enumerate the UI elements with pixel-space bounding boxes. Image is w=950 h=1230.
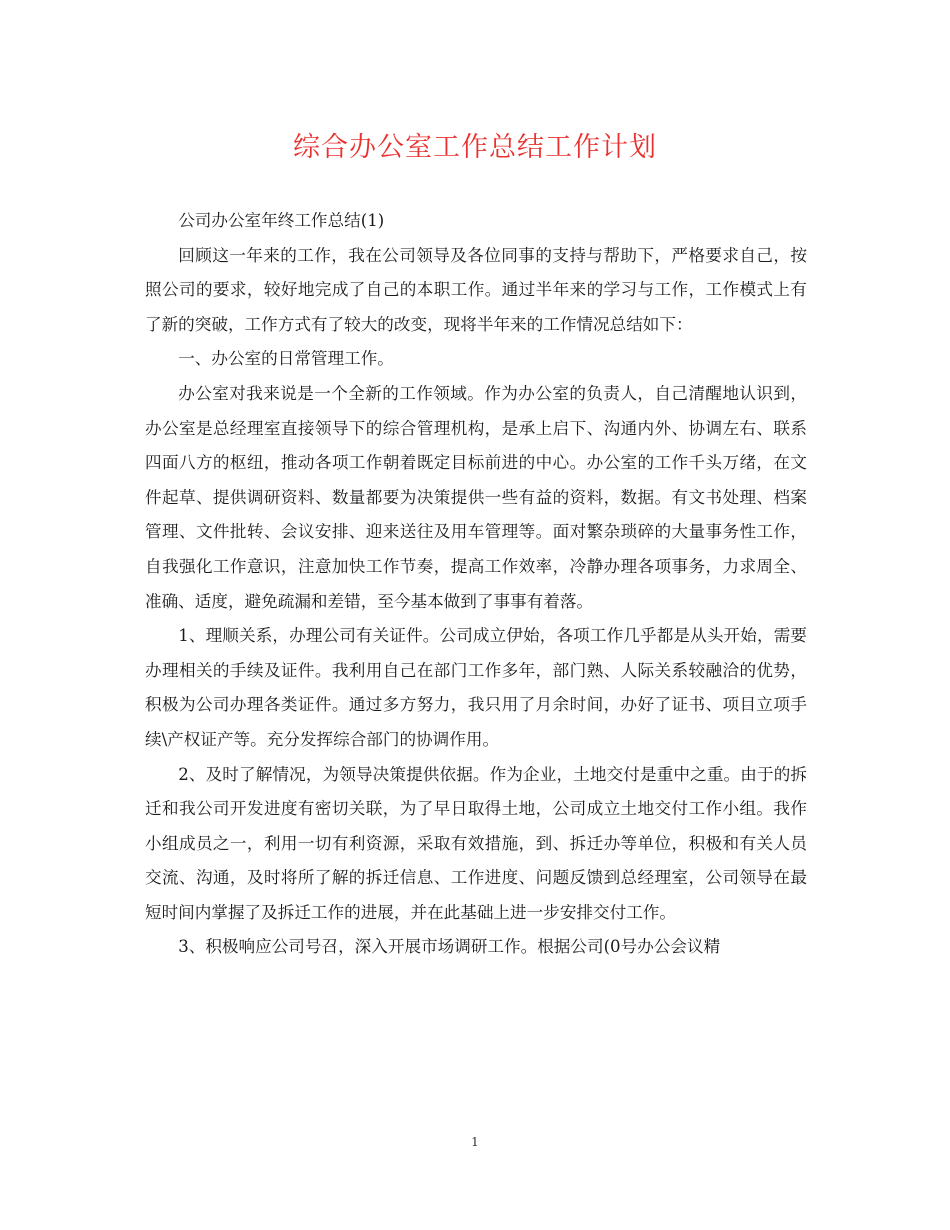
section-heading: 公司办公室年终工作总结(1)	[178, 211, 385, 230]
paragraph-intro: 回顾这一年来的工作，我在公司领导及各位同事的支持与帮助下，严格要求自己，按照公司的要求，较好地完成了自己的本职工作。通过半年来的学习与工作，工作模式上有了新的突破，工作方式有了较大的改变，现将半年来的工作情况总结如下：	[145, 245, 807, 334]
paragraph-item-3: 3、积极响应公司号召，深入开展市场调研工作。根据公司(0号办公会议精	[178, 937, 721, 957]
document-title: 综合办公室工作总结工作计划	[293, 132, 657, 163]
paragraph-office-role: 办公室对我来说是一个全新的工作领域。作为办公室的负责人，自己清醒地认识到，办公室是总经理室直接领导下的综合管理机构，是承上启下、沟通内外、协调左右、联系四面八方的枢纽，推动各项工作朝着既定目标前进的中心。办公室的工作千头万绪，在文件起草、提供调研资料、数量都要为决策提供一些有益的资料，数据。有文书处理、档案管理、文件批转、会议安排、迎来送往及用车管理等。面对繁杂琐碎的大量事务性工作，自我强化工作意识，注意加快工作节奏，提高工作效率，冷静办理各项事务，力求周全、准确、适度，避免疏漏和差错，至今基本做到了事事有着落。	[145, 383, 807, 611]
document-body	[145, 204, 807, 965]
paragraph-item-1: 1、理顺关系，办理公司有关证件。公司成立伊始，各项工作几乎都是从头开始，需要办理相关的手续及证件。我利用自己在部门工作多年，部门熟、人际关系较融洽的优势，积极为公司办理各类证件。通过多方努力，我只用了月余时间，办好了证书、项目立项手续\产权证产等。充分发挥综合部门的协调作用。	[145, 626, 807, 749]
page-number: 1	[471, 1135, 479, 1149]
section-heading: 一、办公室的日常管理工作。	[178, 349, 394, 369]
paragraph-item-2: 2、及时了解情况，为领导决策提供依据。作为企业，土地交付是重中之重。由于的拆迁和我公司开发进度有密切关联，为了早日取得土地，公司成立土地交付工作小组。我作小组成员之一，利用一切有利资源，采取有效措施，到、拆迁办等单位，积极和有关人员交流、沟通，及时将所了解的拆迁信息、工作进度、问题反馈到总经理室，公司领导在最短时间内掌握了及拆迁工作的进展，并在此基础上进一步安排交付工作。	[145, 764, 807, 922]
